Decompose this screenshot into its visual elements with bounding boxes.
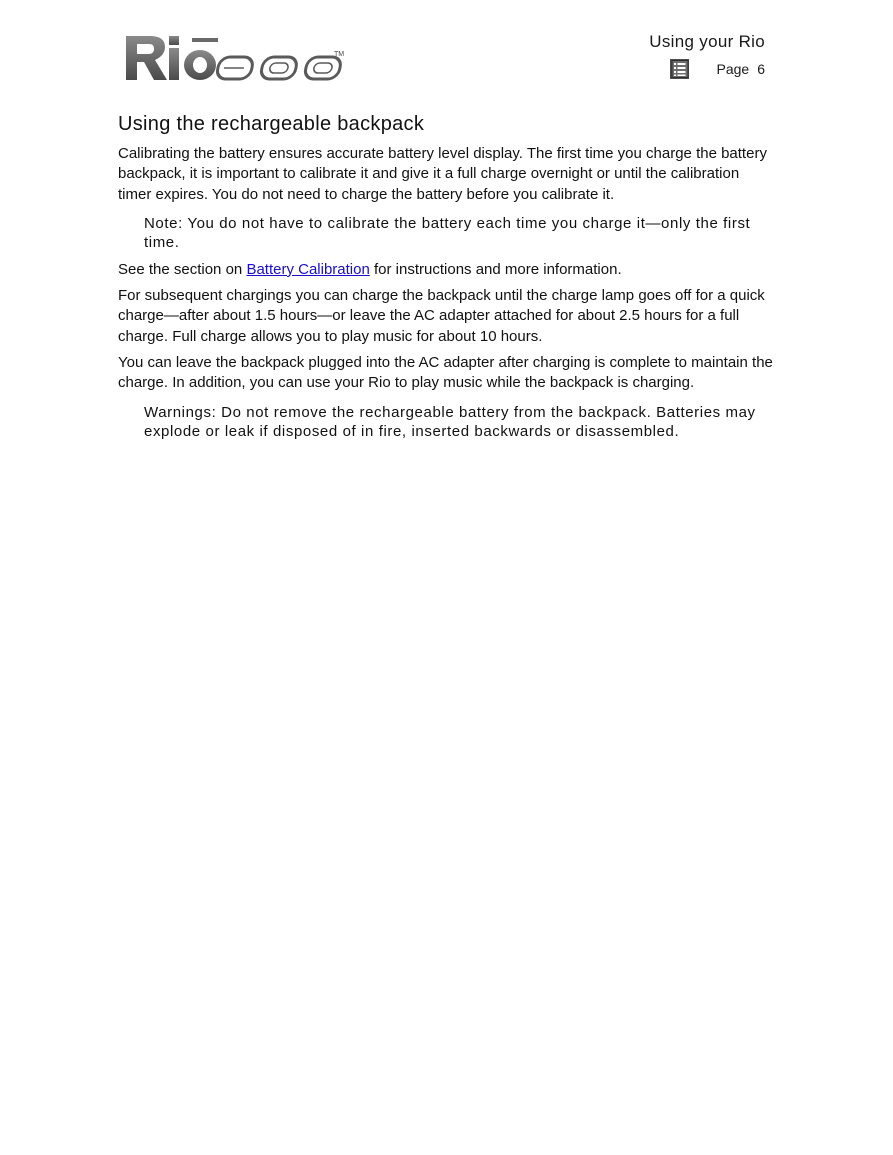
page-label: Page: [716, 61, 750, 77]
see-section-prefix: See the section on: [118, 260, 247, 278]
svg-text:TM: TM: [334, 51, 345, 58]
see-section-suffix: for instructions and more information.: [369, 260, 622, 278]
note-warnings: Warnings: Do not remove the rechargeable battery from the backpack. Batteries may explode or leak if disposed of in fire, inserted backwards or disassembled.: [144, 403, 756, 440]
rio800-logo: [122, 30, 346, 86]
paragraph-subsequent-charging: For subsequent chargings you can charge the backpack until the charge lamp goes off for a quick charge—after about 1.5 hours—or leave the AC adapter attached for about 2.5 hours for a full charge. Full charge allows you to play music for about 10 hours.: [118, 287, 765, 345]
section-title: Using your Rio: [649, 32, 765, 51]
page-heading: Using the rechargeable backpack: [118, 113, 425, 135]
paragraph-calibration: Calibrating the battery ensures accurate battery level display. The first time you charge the battery backpack, it is important to calibrate it and give it a full charge overnight or until the calibration timer expires. You do not need to charge the battery before you calibrate it.: [118, 145, 767, 203]
page-indicator: [649, 58, 765, 80]
page-number: 6: [757, 61, 765, 77]
paragraph-see-section: [118, 260, 774, 280]
battery-calibration-link[interactable]: Battery Calibration: [246, 260, 370, 278]
paragraph-ac-adapter: You can leave the backpack plugged into the AC adapter after charging is complete to maintain the charge. In addition, you can use your Rio to play music while the backpack is charging.: [118, 354, 773, 392]
document-body: [118, 112, 774, 449]
page-header: [649, 32, 765, 80]
rio800-logo-graphic: [122, 30, 346, 86]
table-of-contents-icon[interactable]: [669, 58, 691, 80]
note-calibrate-once: Note: You do not have to calibrate the battery each time you charge it—only the first time.: [144, 214, 751, 251]
